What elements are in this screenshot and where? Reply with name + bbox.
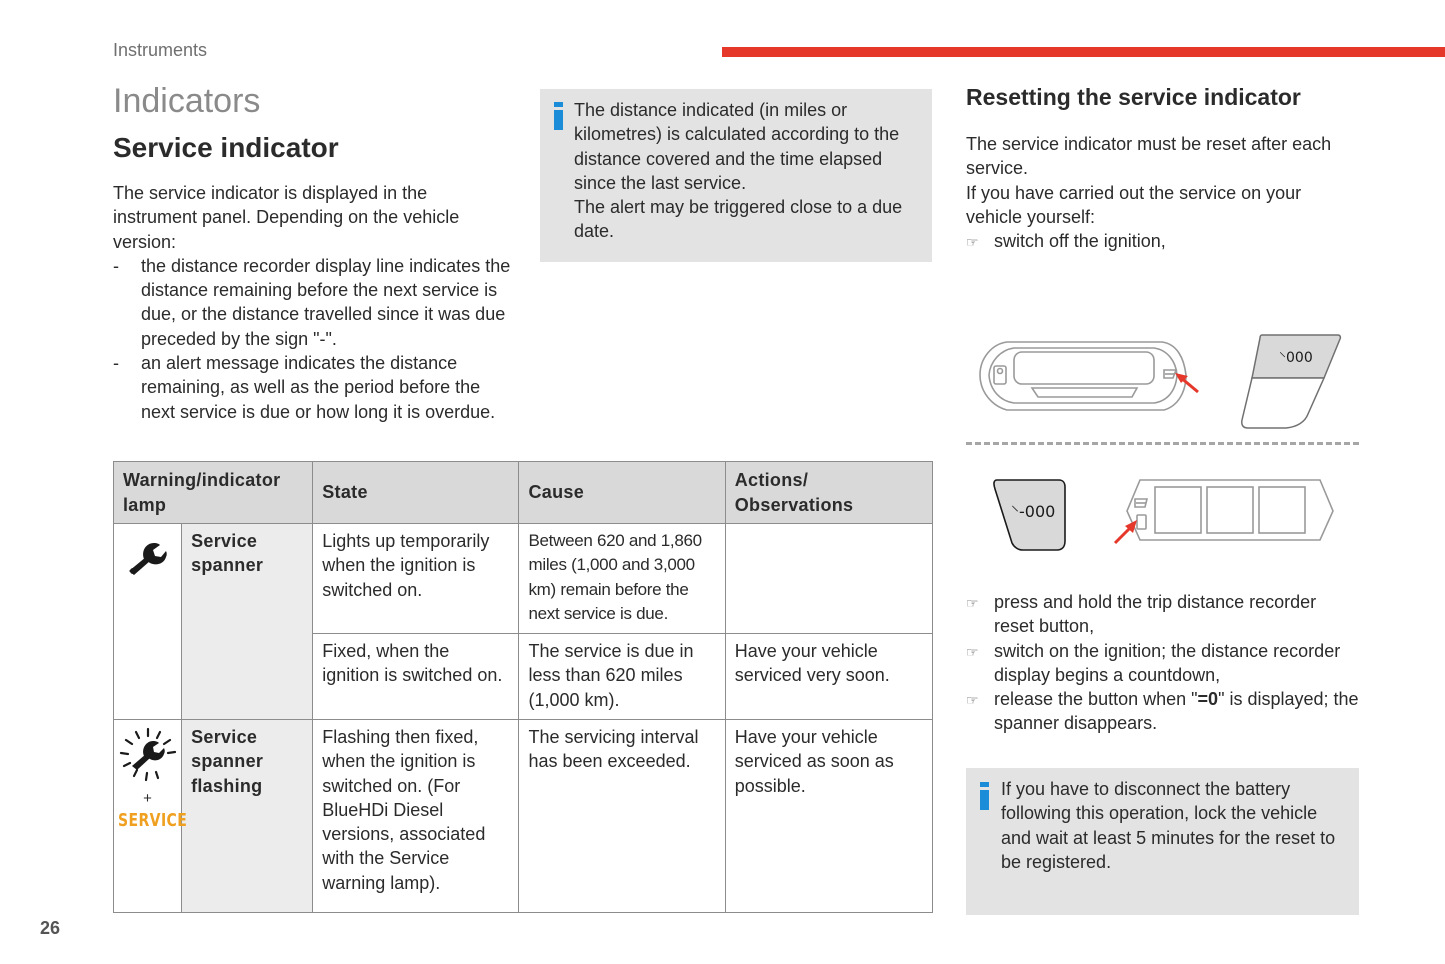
list-item-text: switch off the ignition,: [994, 231, 1166, 252]
paragraph: The service indicator must be reset after each service.: [966, 134, 1332, 179]
cluster-illustration: [972, 330, 1352, 435]
section-heading: Resetting the service indicator: [966, 84, 1301, 110]
info-box: [966, 768, 1359, 915]
list-item: [113, 351, 513, 424]
display-readout: ⸌000: [1279, 350, 1313, 366]
wrench-icon: [124, 538, 172, 578]
display-readout: ⸌-000: [1011, 502, 1056, 521]
dash-marker: -: [113, 353, 119, 374]
list-item-text: the distance recorder display line indicates the distance remaining before the next service is due, or the distance travelled since it was due preceded by the sign "-".: [141, 255, 511, 349]
table-row: [114, 720, 933, 913]
table-row: [114, 524, 933, 634]
column-header-actions: Actions/ Observations: [725, 462, 932, 524]
page-title: Indicators: [113, 82, 261, 120]
info-text: If you have to disconnect the battery following this operation, lock the vehicle and wait at least 5 minutes for the reset to be registered.: [1001, 779, 1336, 872]
step-text-before: release the button when ": [994, 689, 1198, 710]
plus-sign: +: [143, 790, 152, 808]
info-line: The alert may be triggered close to a due date.: [574, 197, 903, 242]
step-text-after: " is displayed; the spanner disappears.: [994, 689, 1359, 734]
list-item-text: an alert message indicates the distance remaining, as well as the period before the next service is due or how long it is overdue.: [141, 353, 496, 422]
pointing-hand-icon: ☞: [966, 643, 979, 660]
list-item-text: press and hold the trip distance recorder reset button,: [994, 592, 1317, 637]
countdown-illustration: [985, 475, 1340, 555]
state-cell: Fixed, when the ignition is switched on.: [313, 634, 519, 720]
list-item-text: switch on the ignition; the distance recorder display begins a countdown,: [994, 640, 1341, 685]
action-cell: Have your vehicle serviced as soon as possible.: [725, 720, 932, 913]
list-item: [966, 229, 1358, 253]
pointing-hand-icon: ☞: [966, 692, 979, 709]
page-number: 26: [40, 918, 61, 938]
reset-steps: [966, 590, 1361, 736]
cause-cell: The service is due in less than 620 miles (1,000 km).: [519, 634, 725, 720]
intro-text-block: [113, 181, 513, 424]
header-accent-bar: [722, 47, 1445, 57]
list-item-text: [994, 689, 1359, 733]
table-header-row: [114, 462, 933, 524]
cause-cell: Between 620 and 1,860 miles (1,000 and 3,000 km) remain before the next service is due.: [519, 524, 725, 634]
column-header-lamp: Warning/indicator lamp: [114, 462, 313, 524]
column-header-state: State: [313, 462, 519, 524]
lamp-name-cell: Service spanner: [182, 524, 313, 720]
state-cell: Flashing then fixed, when the ignition is switched on. (For BlueHDi Diesel versions, associated with the Service warning lamp).: [313, 720, 519, 913]
step-text-bold: =0: [1197, 689, 1219, 710]
info-text: [574, 98, 924, 244]
service-warning-label: SERVICE: [118, 810, 188, 832]
action-cell: Have your vehicle serviced very soon.: [725, 634, 932, 720]
indicator-table: [113, 461, 933, 913]
lamp-name-cell: Service spanner flashing: [182, 720, 313, 913]
dash-marker: -: [113, 255, 119, 276]
section-heading: Service indicator: [113, 132, 339, 163]
state-cell: Lights up temporarily when the ignition is switched on.: [313, 524, 519, 634]
dashed-divider: [966, 442, 1359, 445]
list-item: [966, 639, 1361, 688]
pointing-hand-icon: ☞: [966, 234, 979, 251]
info-icon: [980, 782, 989, 810]
paragraph: If you have carried out the service on your vehicle yourself:: [966, 182, 1302, 227]
cause-cell: The servicing interval has been exceeded.: [519, 720, 725, 913]
list-item: [113, 254, 513, 351]
section-label: Instruments: [113, 40, 208, 60]
action-cell: [725, 524, 932, 634]
intro-paragraph: The service indicator is displayed in the instrument panel. Depending on the vehicle version:: [113, 183, 460, 252]
info-line: The distance indicated (in miles or kilometres) is calculated according to the distance covered and the time elapsed since the last service.: [574, 100, 900, 193]
list-item: [966, 687, 1361, 736]
lamp-icon-cell: [114, 524, 182, 720]
list-item: [966, 590, 1361, 639]
info-box: [540, 89, 932, 262]
flashing-wrench-icon: [116, 726, 180, 784]
reset-intro-block: [966, 132, 1358, 253]
info-icon: [554, 102, 563, 130]
pointing-hand-icon: ☞: [966, 595, 979, 611]
lamp-icon-cell: [114, 720, 188, 913]
column-header-cause: Cause: [519, 462, 725, 524]
